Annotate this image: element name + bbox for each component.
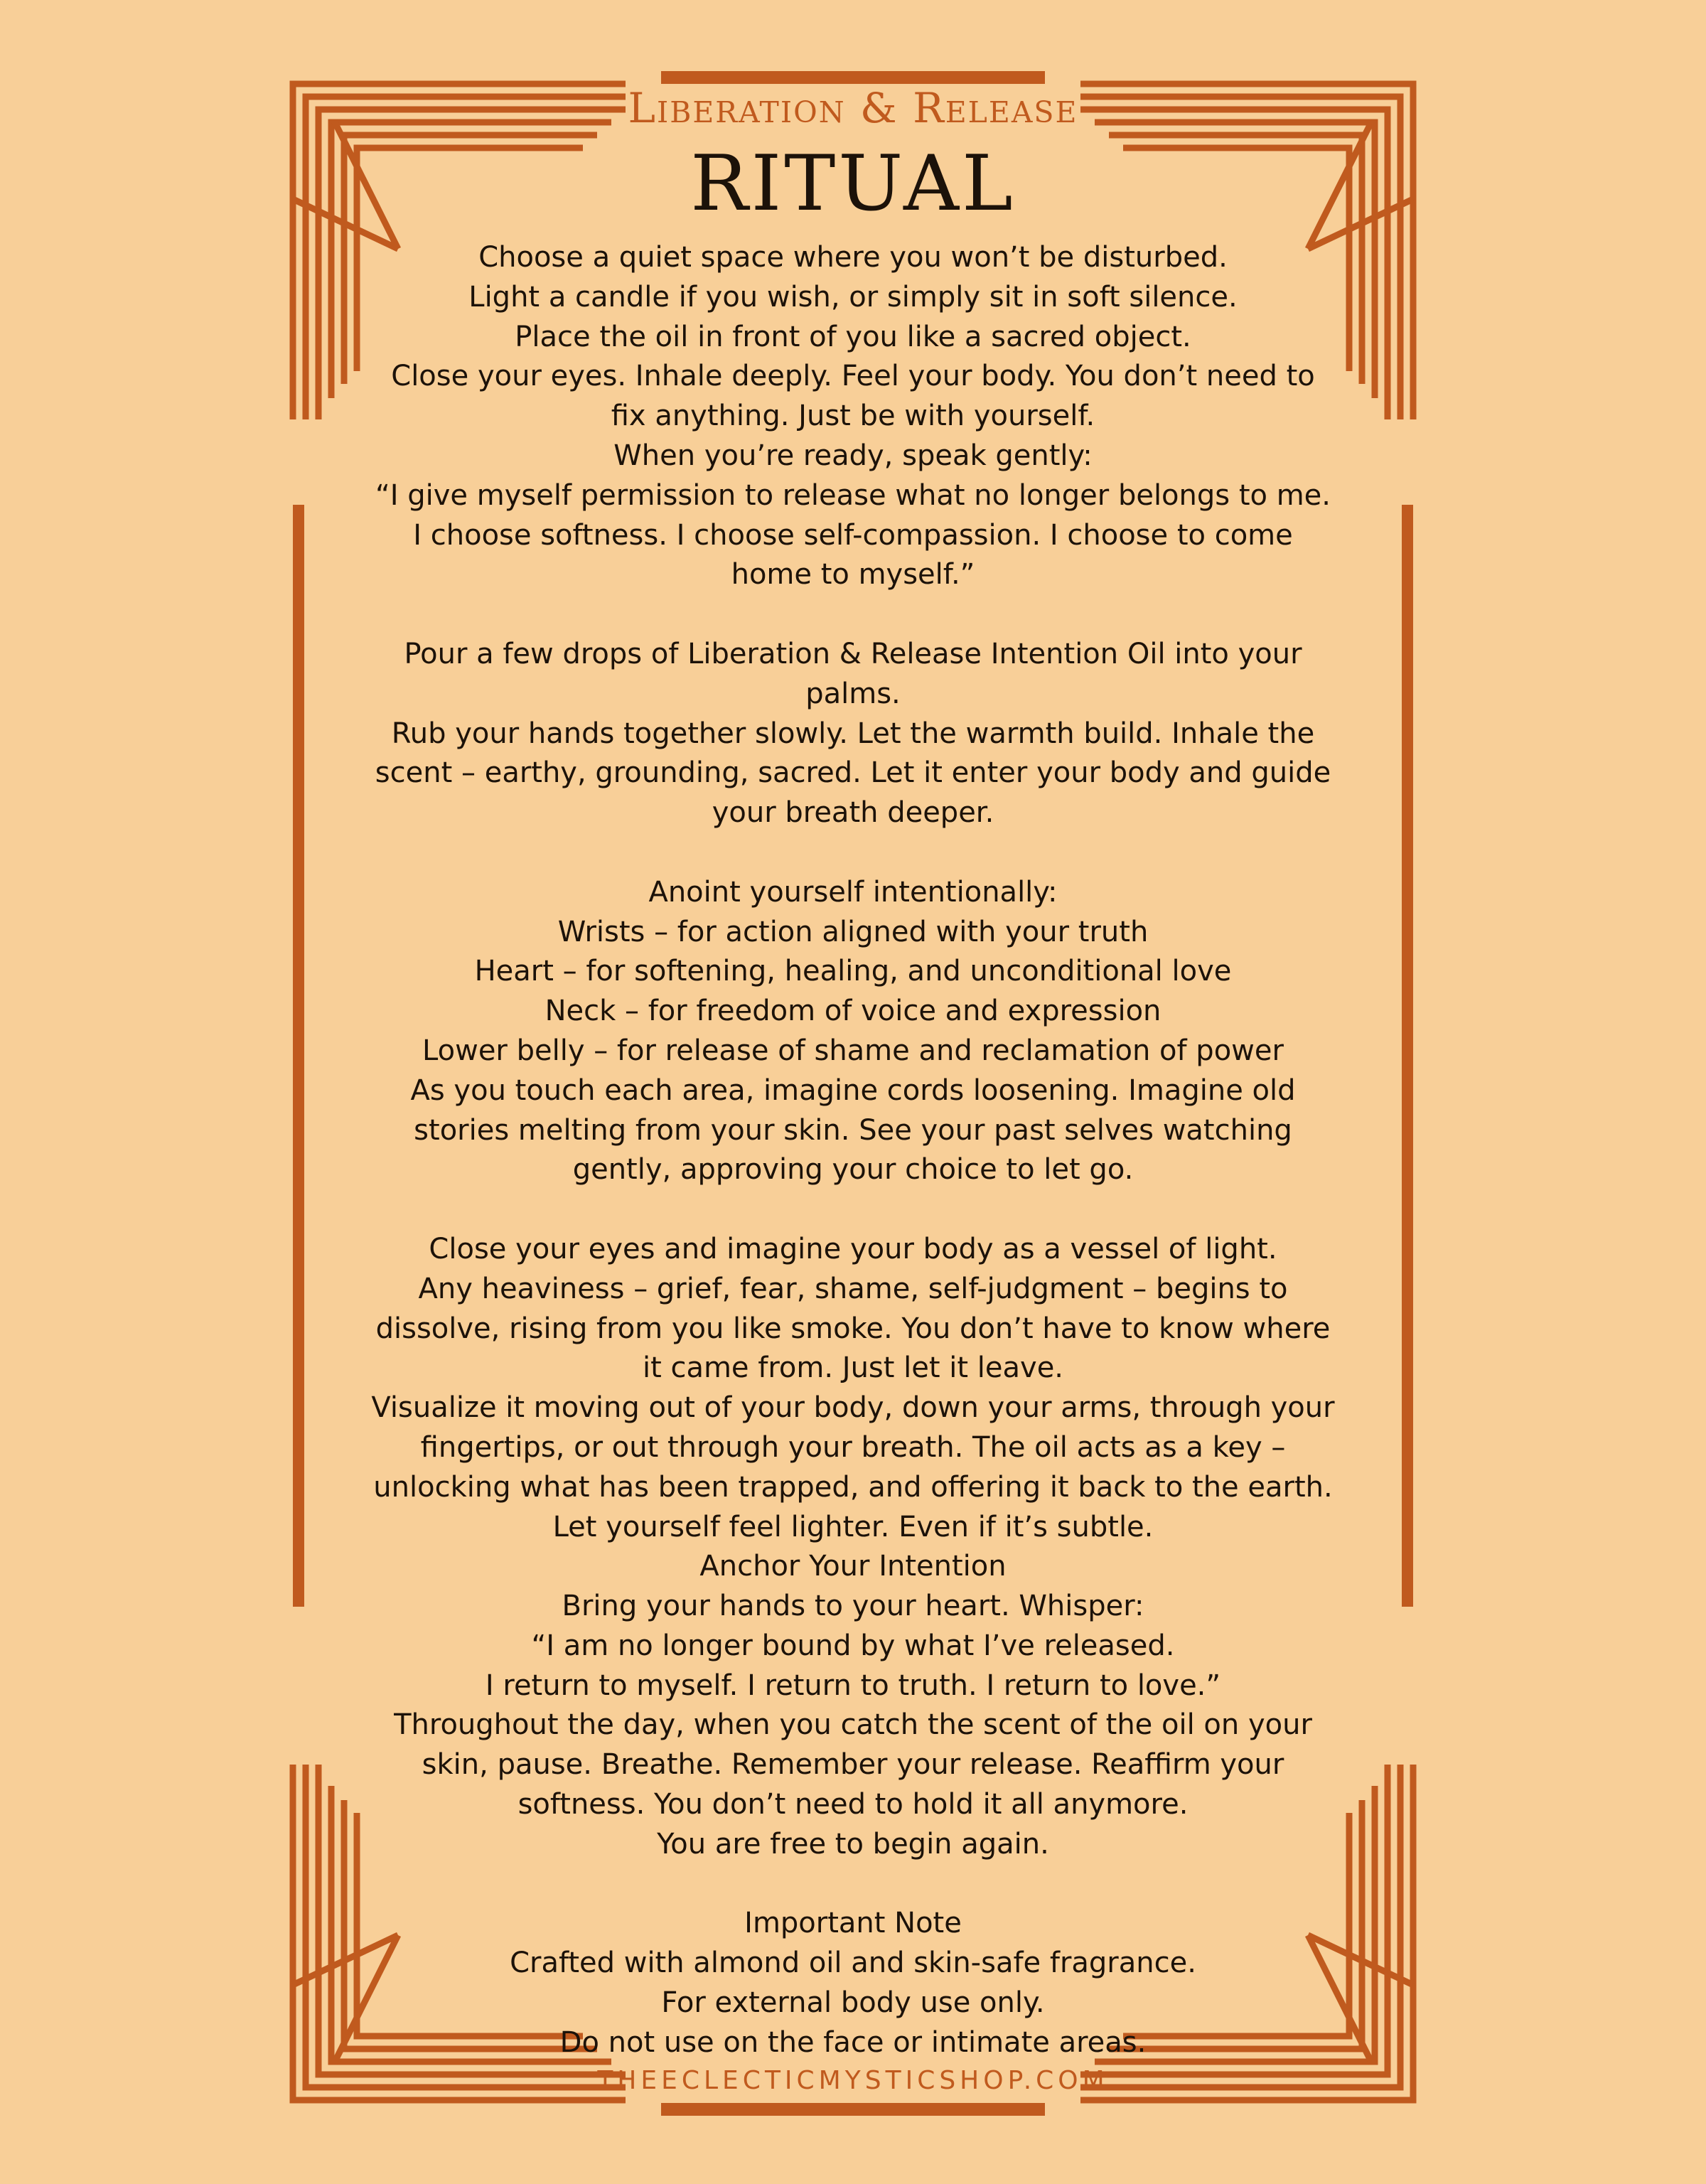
instruction-line: unlocking what has been trapped, and offering it back to the earth. [373,1470,1333,1504]
instruction-line: Rub your hands together slowly. Let the warmth build. Inhale the [391,717,1315,750]
instruction-line: You are free to begin again. [657,1827,1049,1861]
instruction-line: Throughout the day, when you catch the scent of the oil on your [394,1708,1312,1742]
instruction-line: scent – earthy, grounding, sacred. Let it enter your body and guide [375,756,1331,790]
instruction-line: “I give myself permission to release what no longer belongs to me. [375,478,1331,512]
instruction-line: As you touch each area, imagine cords loosening. Imagine old [410,1074,1296,1107]
instruction-line: Lower belly – for release of shame and reclamation of power [422,1034,1284,1067]
paragraph-spacer [313,1865,1393,1905]
paragraph-spacer [313,1190,1393,1230]
instruction-line: skin, pause. Breathe. Remember your release. Reaffirm your [422,1748,1284,1782]
instruction-line: Wrists – for action aligned with your truth [557,915,1149,948]
website-footer[interactable]: THEECLECTICMYSTICSHOP.COM [597,2066,1109,2095]
instruction-line: gently, approving your choice to let go. [572,1153,1134,1187]
instruction-line: “I am no longer bound by what I’ve released. [531,1629,1175,1662]
instruction-line: fix anything. Just be with yourself. [611,400,1095,433]
instruction-line: Important Note [744,1907,962,1940]
instruction-line: Neck – for freedom of voice and expression [544,995,1162,1028]
instruction-line: I return to myself. I return to truth. I return to love.” [485,1669,1221,1702]
instruction-line: Anoint yourself intentionally: [648,875,1058,909]
ritual-instructions [313,238,1393,2063]
paragraph-spacer [313,833,1393,873]
instruction-line: home to myself.” [731,558,975,592]
top-center-bar [661,71,1045,84]
instruction-line: palms. [805,677,901,710]
left-side-bar [293,505,304,1607]
instruction-line: it came from. Just let it leave. [642,1351,1064,1385]
instruction-line: Choose a quiet space where you won’t be disturbed. [478,241,1228,274]
instruction-line: Crafted with almond oil and skin-safe fragrance. [510,1947,1196,1980]
instruction-line: Visualize it moving out of your body, down your arms, through your [371,1391,1335,1425]
instruction-line: When you’re ready, speak gently: [613,439,1093,472]
instruction-line: stories melting from your skin. See your past selves watching [414,1113,1292,1147]
instruction-line: your breath deeper. [712,796,994,830]
paragraph-spacer [313,595,1393,635]
instruction-line: fingertips, or out through your breath. The oil acts as a key – [420,1430,1286,1464]
instruction-line: Do not use on the face or intimate areas. [559,2025,1147,2059]
instruction-line: Close your eyes. Inhale deeply. Feel your body. You don’t need to [391,360,1315,393]
instruction-line: softness. You don’t need to hold it all anymore. [517,1788,1189,1821]
instruction-line: Heart – for softening, healing, and unconditional love [474,955,1232,988]
instruction-line: Place the oil in front of you like a sacred object. [515,320,1191,353]
instruction-line: For external body use only. [661,1986,1045,2020]
instruction-line: Anchor Your Intention [699,1550,1007,1583]
bottom-center-bar [661,2103,1045,2116]
page-title: RITUAL [690,139,1016,228]
ritual-subtitle: Liberation & Release [628,84,1078,132]
instruction-line: dissolve, rising from you like smoke. You don’t have to know where [375,1312,1331,1345]
right-side-bar [1402,505,1413,1607]
instruction-line: Pour a few drops of Liberation & Release Intention Oil into your [404,637,1302,670]
instruction-line: Bring your hands to your heart. Whisper: [562,1590,1144,1623]
instruction-line: Light a candle if you wish, or simply sit in soft silence. [468,280,1238,314]
instruction-line: I choose softness. I choose self-compassion. I choose to come [413,518,1293,552]
instruction-line: Close your eyes and imagine your body as a vessel of light. [429,1232,1277,1265]
instruction-line: Any heaviness – grief, fear, shame, self-judgment – begins to [418,1272,1288,1305]
instruction-line: Let yourself feel lighter. Even if it’s subtle. [552,1510,1154,1543]
